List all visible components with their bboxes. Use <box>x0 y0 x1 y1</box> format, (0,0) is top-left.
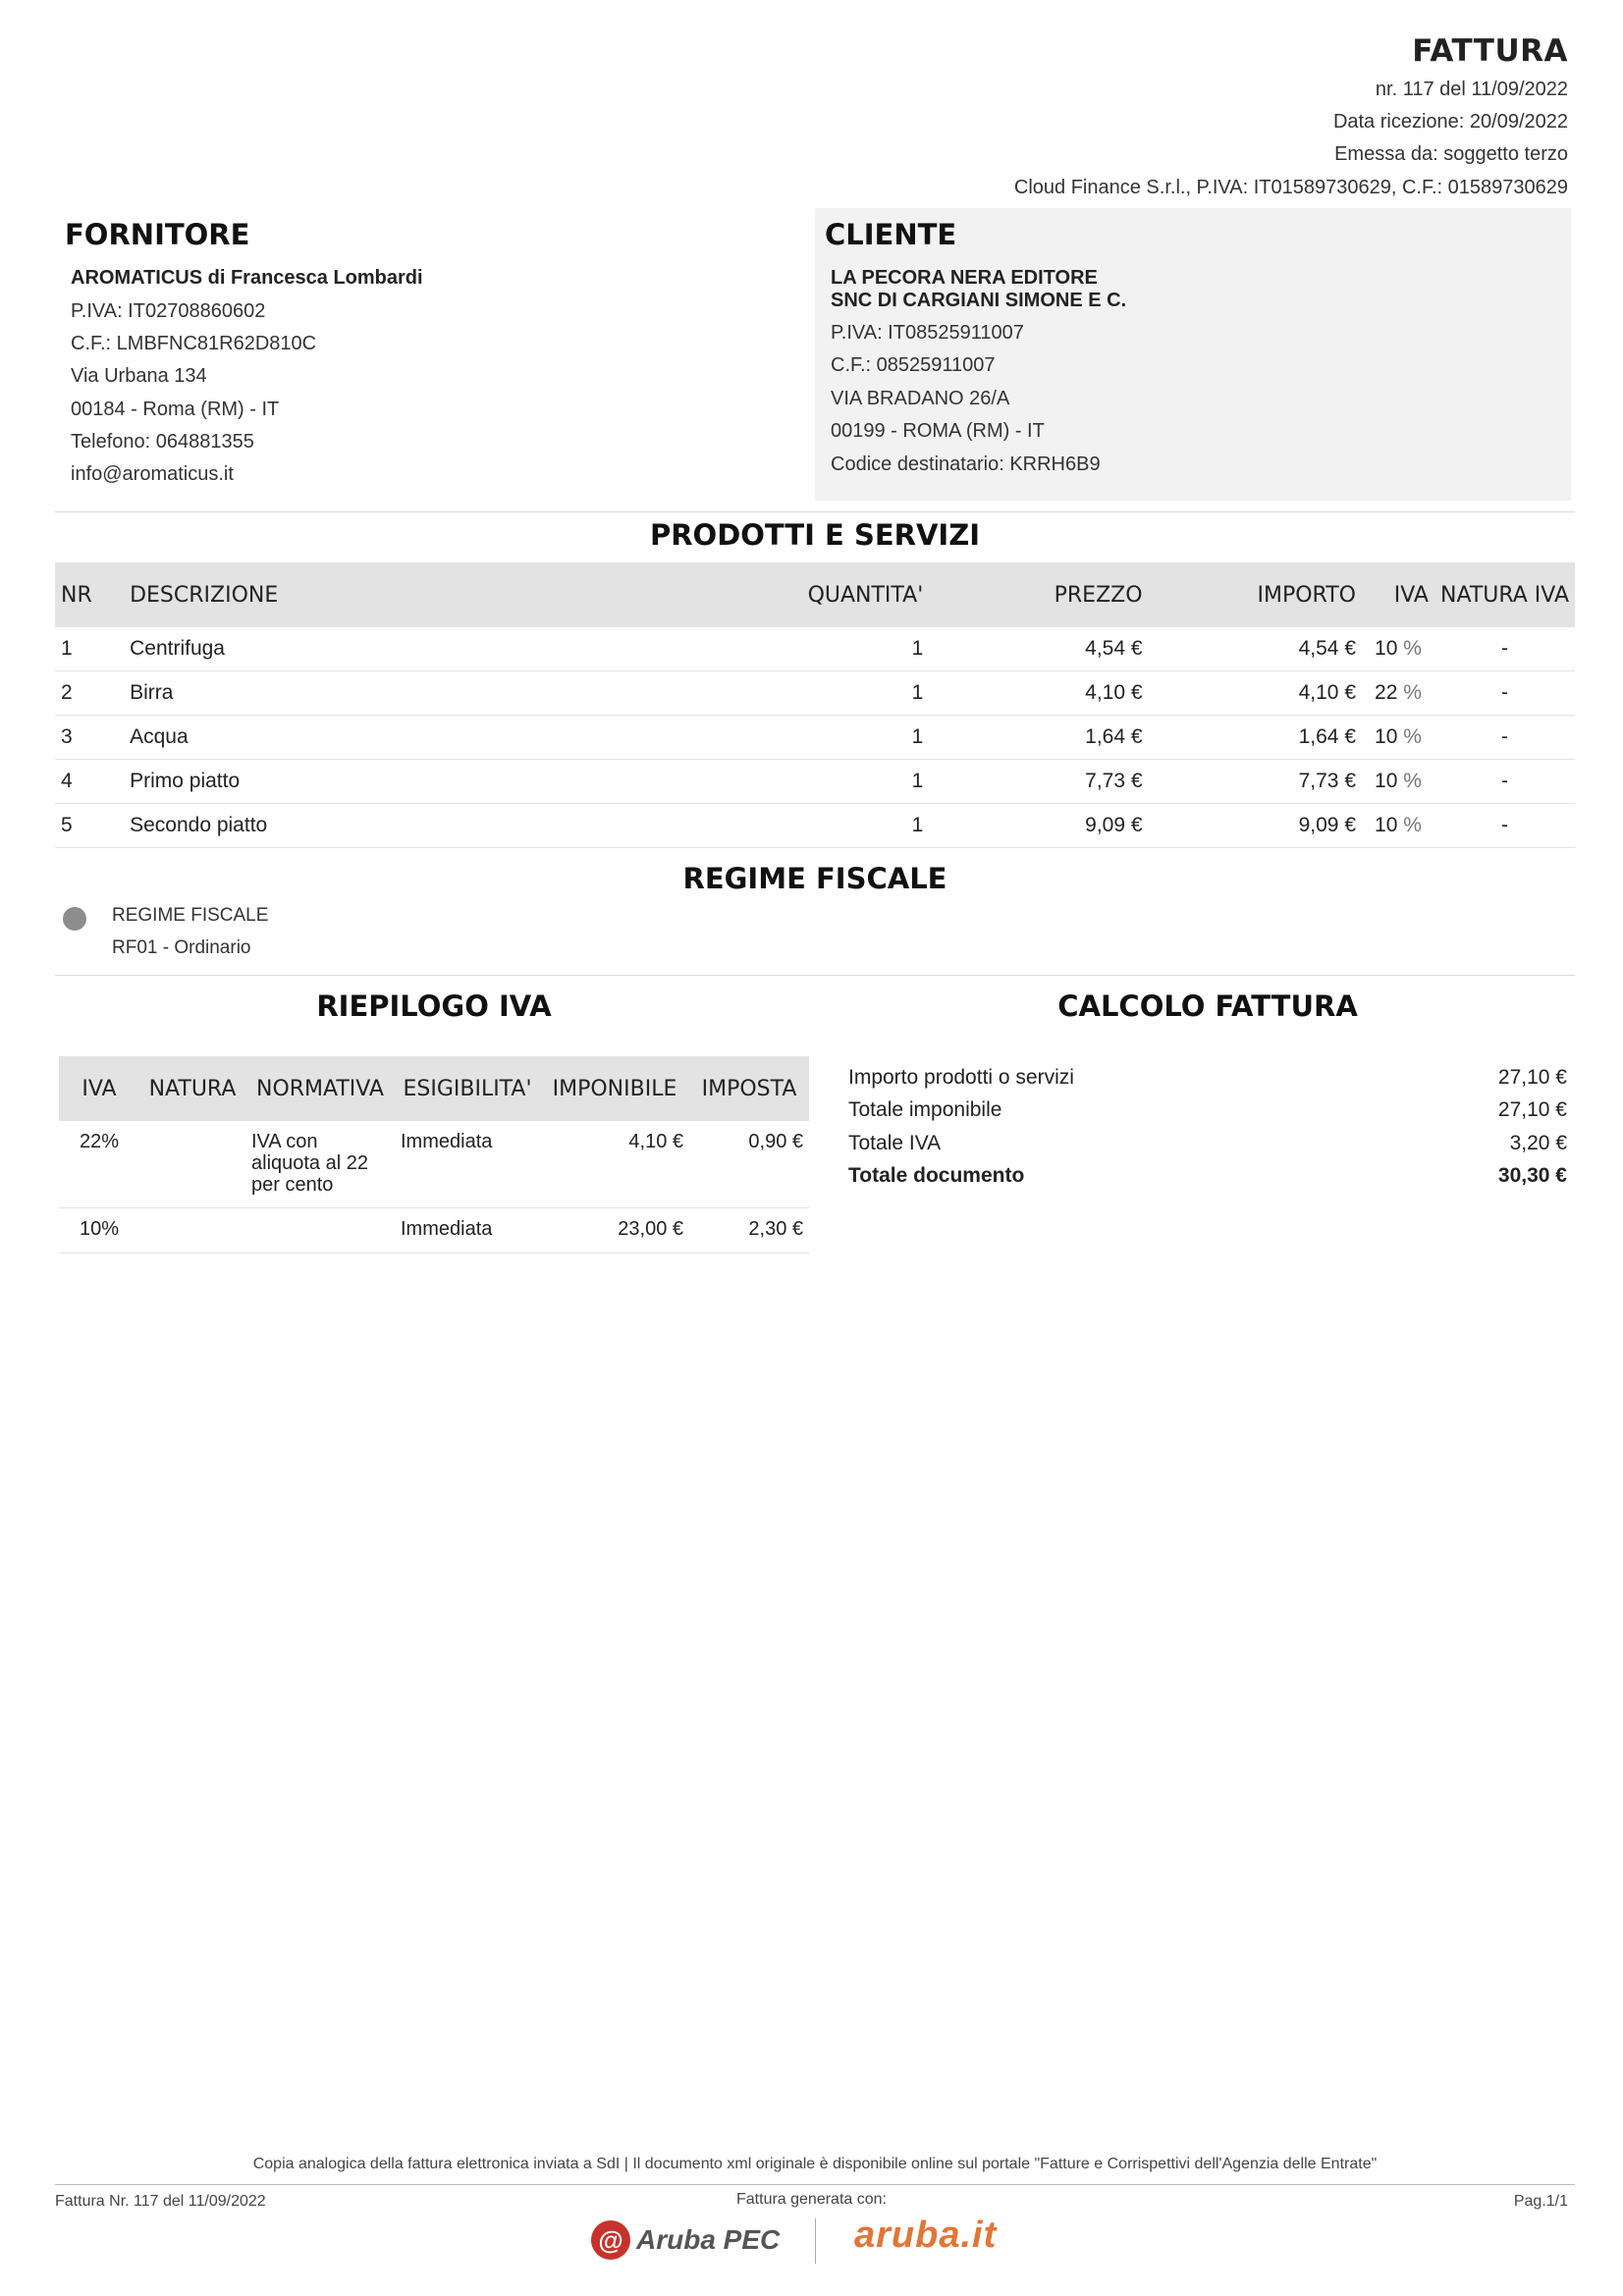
row-nr: 1 <box>55 627 124 671</box>
col-header-importo: IMPORTO <box>1149 562 1362 627</box>
calc-value: 30,30 € <box>1497 1164 1567 1187</box>
row-amount: 9,09 € <box>1149 804 1362 848</box>
calc-label: Totale imponibile <box>848 1098 1002 1121</box>
row-nr: 2 <box>55 671 124 716</box>
row-iva-value: 10 <box>1375 725 1398 748</box>
calc-value: 27,10 € <box>1497 1098 1567 1121</box>
col-header-normativa: NORMATIVA <box>245 1056 395 1121</box>
supplier-name: AROMATICUS di Francesca Lombardi <box>71 267 423 289</box>
supplier-piva: P.IVA: IT02708860602 <box>71 300 266 322</box>
reception-date: Data ricezione: 20/09/2022 <box>1332 111 1568 133</box>
riep-imponibile: 23,00 € <box>540 1208 689 1254</box>
row-natura: - <box>1434 716 1575 760</box>
col-header-natura-iva: NATURA IVA <box>1434 562 1575 627</box>
invoice-number: nr. 117 del 11/09/2022 <box>1375 79 1568 100</box>
row-quantity: 1 <box>648 716 930 760</box>
row-iva-percent: % <box>1403 637 1422 660</box>
footer-note: Copia analogica della fattura elettronica inviata a SdI | Il documento xml originale è disponibile online sul portale "Fatture e Corrispettivi dell'Agenzia delle Entrate" <box>252 2156 1378 2172</box>
riep-iva: 22% <box>59 1121 139 1208</box>
customer-section <box>815 208 1571 501</box>
regime-title: REGIME FISCALE <box>682 862 947 895</box>
riep-natura <box>139 1121 245 1208</box>
col-header-nr: NR <box>55 562 124 627</box>
document-title: FATTURA <box>1412 33 1568 69</box>
customer-city: 00199 - ROMA (RM) - IT <box>831 420 1045 442</box>
col-header-iva: IVA <box>1362 562 1434 627</box>
regime-value: RF01 - Ordinario <box>112 937 251 958</box>
riep-imposta: 2,30 € <box>689 1208 809 1254</box>
riepilogo-table <box>59 1056 809 1254</box>
table-row <box>55 760 1575 804</box>
pec-seal-icon: @ <box>591 2220 630 2260</box>
row-description: Centrifuga <box>124 627 647 671</box>
col-header-quantita: QUANTITA' <box>648 562 930 627</box>
products-table <box>55 562 1575 848</box>
row-iva <box>1362 627 1434 671</box>
row-amount: 7,73 € <box>1149 760 1362 804</box>
row-iva-percent: % <box>1403 681 1422 704</box>
calcolo-title: CALCOLO FATTURA <box>1057 989 1358 1023</box>
table-row <box>55 716 1575 760</box>
riep-esigibilita: Immediata <box>395 1208 540 1254</box>
row-natura: - <box>1434 804 1575 848</box>
footer-page-number: Pag.1/1 <box>1513 2193 1568 2210</box>
row-quantity: 1 <box>648 627 930 671</box>
supplier-email: info@aromaticus.it <box>71 463 234 485</box>
row-iva-value: 10 <box>1375 770 1398 792</box>
row-iva-percent: % <box>1403 725 1422 748</box>
calc-label: Importo prodotti o servizi <box>848 1066 1074 1089</box>
aruba-pec-logo-text: Aruba PEC <box>636 2224 781 2255</box>
calc-label: Totale IVA <box>848 1132 942 1154</box>
row-price: 1,64 € <box>929 716 1148 760</box>
riep-normativa <box>245 1208 395 1254</box>
riep-natura <box>139 1208 245 1254</box>
riep-imposta: 0,90 € <box>689 1121 809 1208</box>
supplier-cf: C.F.: LMBFNC81R62D810C <box>71 333 317 354</box>
col-header-descrizione: DESCRIZIONE <box>124 562 647 627</box>
footer-generated-with: Fattura generata con: <box>736 2191 887 2208</box>
products-title: PRODOTTI E SERVIZI <box>649 518 981 552</box>
supplier-address: Via Urbana 134 <box>71 365 207 387</box>
row-iva <box>1362 716 1434 760</box>
third-party-info: Cloud Finance S.r.l., P.IVA: IT01589730629, C.F.: 01589730629 <box>1013 177 1568 198</box>
regime-label: REGIME FISCALE <box>112 905 269 926</box>
logo-divider <box>815 2218 816 2264</box>
row-iva-value: 10 <box>1375 637 1398 660</box>
riep-esigibilita: Immediata <box>395 1121 540 1208</box>
table-header-row <box>55 562 1575 627</box>
customer-cf: C.F.: 08525911007 <box>831 354 996 376</box>
row-iva <box>1362 671 1434 716</box>
row-price: 4,54 € <box>929 627 1148 671</box>
row-nr: 5 <box>55 804 124 848</box>
row-iva <box>1362 760 1434 804</box>
row-price: 9,09 € <box>929 804 1148 848</box>
table-row <box>59 1121 809 1208</box>
calc-label: Totale documento <box>848 1164 1025 1187</box>
col-header-esigibilita: ESIGIBILITA' <box>395 1056 540 1121</box>
footer-invoice-ref: Fattura Nr. 117 del 11/09/2022 <box>55 2193 266 2210</box>
row-description: Primo piatto <box>124 760 647 804</box>
table-row <box>55 804 1575 848</box>
col-header-imposta: IMPOSTA <box>689 1056 809 1121</box>
row-iva <box>1362 804 1434 848</box>
footer-divider <box>55 2184 1575 2185</box>
col-header-imponibile: IMPONIBILE <box>540 1056 689 1121</box>
row-description: Secondo piatto <box>124 804 647 848</box>
row-nr: 4 <box>55 760 124 804</box>
row-price: 4,10 € <box>929 671 1148 716</box>
row-iva-percent: % <box>1403 770 1422 792</box>
supplier-phone: Telefono: 064881355 <box>71 431 254 453</box>
row-iva-value: 22 <box>1375 681 1398 704</box>
row-iva-value: 10 <box>1375 814 1398 836</box>
customer-name-line2: SNC DI CARGIANI SIMONE E C. <box>831 290 1127 311</box>
row-quantity: 1 <box>648 760 930 804</box>
riep-iva: 10% <box>59 1208 139 1254</box>
table-row <box>55 627 1575 671</box>
row-amount: 1,64 € <box>1149 716 1362 760</box>
customer-name-line1: LA PECORA NERA EDITORE <box>831 267 1098 289</box>
row-natura: - <box>1434 760 1575 804</box>
issued-by: Emessa da: soggetto terzo <box>1334 143 1568 165</box>
row-natura: - <box>1434 627 1575 671</box>
supplier-title: FORNITORE <box>65 218 250 251</box>
calc-value: 27,10 € <box>1497 1066 1567 1089</box>
calc-value: 3,20 € <box>1509 1132 1567 1154</box>
table-row <box>59 1208 809 1254</box>
supplier-city: 00184 - Roma (RM) - IT <box>71 399 280 420</box>
bullet-icon <box>63 907 86 931</box>
riep-imponibile: 4,10 € <box>540 1121 689 1208</box>
supplier-section <box>55 208 782 501</box>
table-row <box>55 671 1575 716</box>
row-quantity: 1 <box>648 671 930 716</box>
row-description: Acqua <box>124 716 647 760</box>
table-header-row <box>59 1056 809 1121</box>
customer-title: CLIENTE <box>825 218 957 251</box>
customer-dest-code: Codice destinatario: KRRH6B9 <box>831 454 1101 475</box>
divider <box>55 975 1575 976</box>
riepilogo-title: RIEPILOGO IVA <box>316 989 552 1023</box>
col-header-prezzo: PREZZO <box>929 562 1148 627</box>
aruba-it-logo: aruba.it <box>854 2215 998 2256</box>
col-header-iva: IVA <box>59 1056 139 1121</box>
row-natura: - <box>1434 671 1575 716</box>
row-quantity: 1 <box>648 804 930 848</box>
customer-address: VIA BRADANO 26/A <box>831 388 1010 409</box>
customer-piva: P.IVA: IT08525911007 <box>831 322 1024 344</box>
riep-normativa: IVA con aliquota al 22 per cento <box>245 1121 395 1208</box>
row-nr: 3 <box>55 716 124 760</box>
col-header-natura: NATURA <box>139 1056 245 1121</box>
divider <box>55 511 1575 512</box>
row-iva-percent: % <box>1403 814 1422 836</box>
row-price: 7,73 € <box>929 760 1148 804</box>
row-amount: 4,54 € <box>1149 627 1362 671</box>
row-amount: 4,10 € <box>1149 671 1362 716</box>
row-description: Birra <box>124 671 647 716</box>
